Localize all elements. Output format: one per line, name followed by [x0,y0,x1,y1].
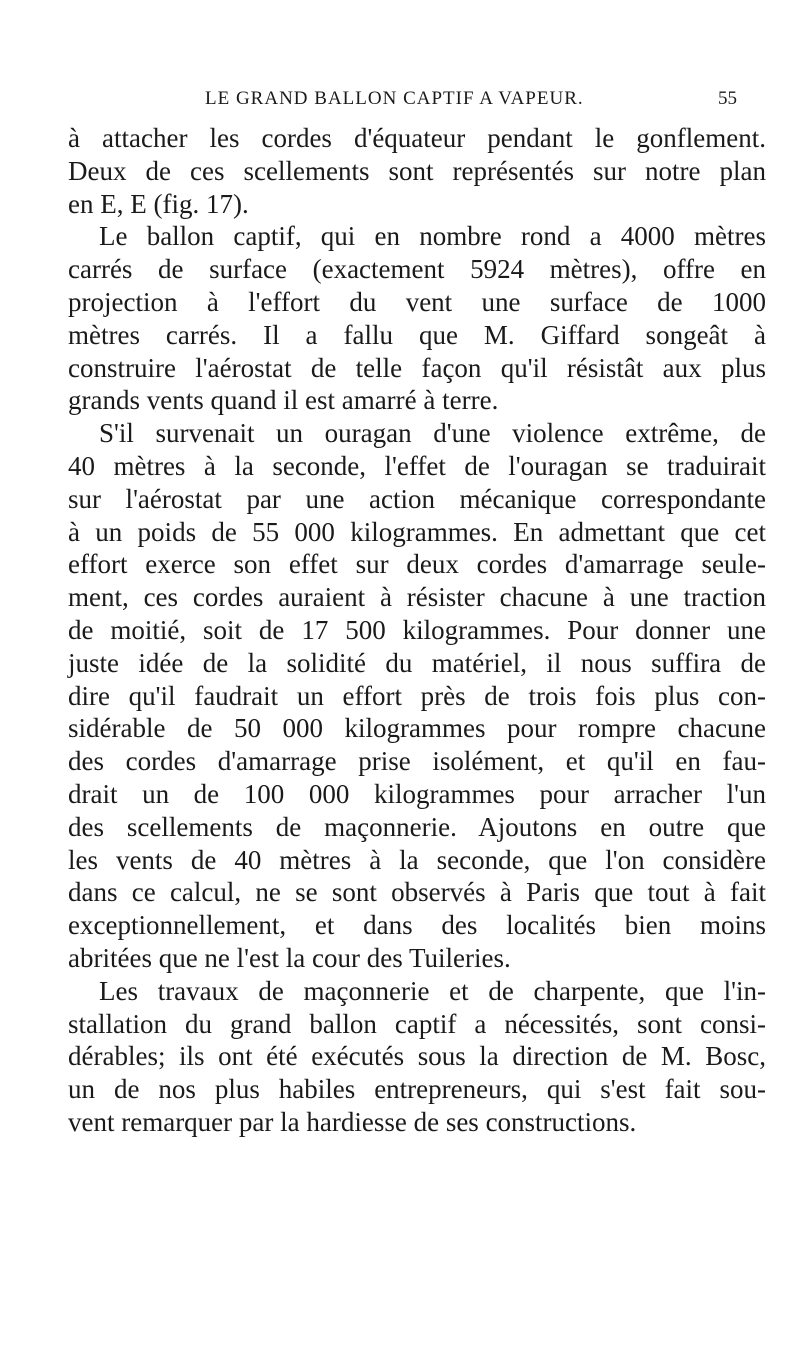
text-line: de moitié, soit de 17 500 kilogrammes. Pour donner une [68,614,766,645]
text-line: 40 mètres à la seconde, l'effet de l'ouragan se traduirait [68,450,766,481]
text-line: exceptionnellement, et dans des localités bien moins [68,910,766,941]
text-line: carrés de surface (exactement 5924 mètres), offre en [68,254,766,285]
text-line: abritées que ne l'est la cour des Tuileries. [68,942,511,973]
running-head: LE GRAND BALLON CAPTIF A VAPEUR. [205,88,584,109]
paragraph-first-line: Le ballon captif, qui en nombre rond a 4000 mètres [99,221,766,252]
text-line: à attacher les cordes d'équateur pendant le gonflement. [68,123,766,153]
text-line: des cordes d'amarrage prise isolément, et qu'il en fau- [68,746,766,777]
paragraph-first-line: Les travaux de maçonnerie et de charpente, que l'in- [99,975,766,1006]
text-line: projection à l'effort du vent une surface de 1000 [68,286,766,317]
text-line: drait un de 100 000 kilogrammes pour arracher l'un [68,778,766,809]
text-line: à un poids de 55 000 kilogrammes. En admettant que cet [68,516,766,547]
text-line: Deux de ces scellements sont représentés sur notre plan [68,155,766,186]
text-line: juste idée de la solidité du matériel, il nous suffira de [68,647,766,678]
text-line: sidérable de 50 000 kilogrammes pour rompre chacune [68,713,766,744]
text-line: vent remarquer par la hardiesse de ses constructions. [68,1106,637,1137]
text-line: dérables; ils ont été exécutés sous la direction de M. Bosc, [68,1041,766,1072]
text-line: dire qu'il faudrait un effort près de trois fois plus con- [68,680,766,711]
text-line: en E, E (fig. 17). [68,188,249,219]
page-number: 55 [718,88,737,109]
text-line: un de nos plus habiles entrepreneurs, qui s'est fait sou- [68,1074,766,1105]
text-line: construire l'aérostat de telle façon qu'il résistât aux plus [68,352,766,383]
text-line: des scellements de maçonnerie. Ajoutons en outre que [68,811,766,842]
text-line: ment, ces cordes auraient à résister chacune à une traction [68,582,766,613]
text-line: mètres carrés. Il a fallu que M. Giffard songeât à [68,319,766,350]
body-text [68,122,766,1139]
paragraph-first-line: S'il survenait un ouragan d'une violence extrême, de [99,418,766,449]
text-line: dans ce calcul, ne se sont observés à Paris que tout à fait [68,877,766,908]
text-line: effort exerce son effet sur deux cordes d'amarrage seule- [68,549,766,580]
text-line: les vents de 40 mètres à la seconde, que l'on considère [68,844,766,875]
text-line: grands vents quand il est amarré à terre. [68,385,499,416]
text-line: stallation du grand ballon captif a nécessités, sont consi- [68,1008,766,1039]
text-line: sur l'aérostat par une action mécanique correspondante [68,483,766,514]
